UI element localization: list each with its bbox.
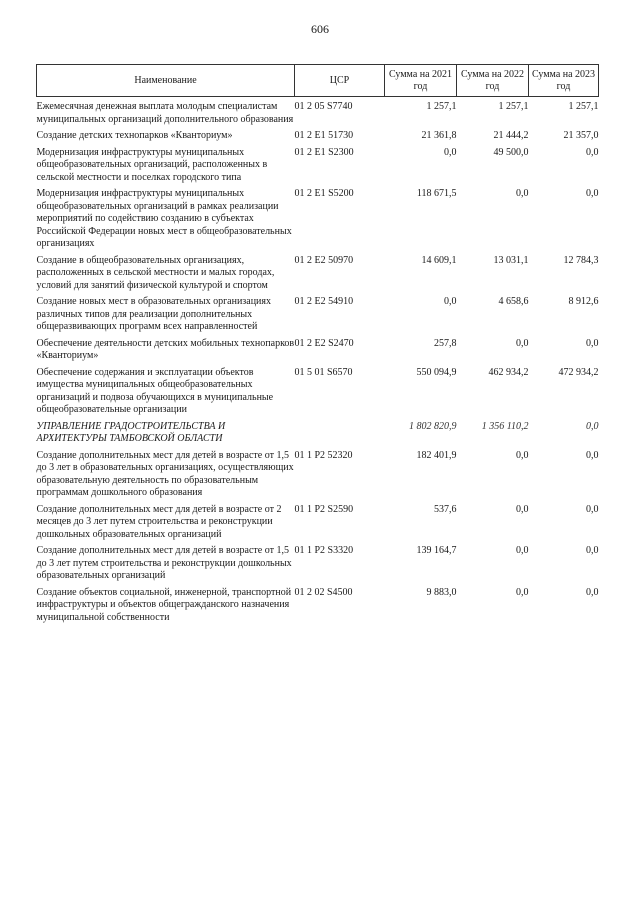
row-sum-2021: 139 164,7: [416, 545, 457, 556]
row-csr: 01 1 P2 S3320: [294, 545, 354, 556]
header-sum-2023: Сумма на 2023 год: [529, 65, 599, 97]
row-name: Создание объектов социальной, инженерной, транспортной инфраструктуры и объектов общегражданского назначения муниципальной собственности: [36, 586, 292, 623]
row-sum-2022: 0,0: [516, 337, 529, 349]
header-sum-2022: Сумма на 2022 год: [457, 65, 529, 97]
row-sum-2022: 1 257,1: [498, 101, 529, 112]
budget-table: [36, 64, 599, 628]
page-number: 606: [311, 22, 329, 36]
row-sum-2021: 14 609,1: [421, 254, 457, 266]
table-row: [37, 101, 599, 126]
row-sum-2023: 1 257,1: [568, 101, 599, 112]
row-name: Обеспечение деятельности детских мобильных технопарков «Кванториум»: [36, 337, 295, 361]
row-sum-2022: 0,0: [516, 503, 529, 515]
row-sum-2021: 1 802 820,9: [409, 420, 457, 432]
row-name: Обеспечение содержания и эксплуатации объектов имущества муниципальных общеобразовательных организаций и подвоза обучающихся в муниципальные общеобразовательные организации: [36, 366, 274, 415]
row-sum-2021: 537,6: [434, 503, 457, 515]
row-sum-2023: 0,0: [586, 188, 599, 199]
row-sum-2022: 0,0: [516, 449, 529, 461]
row-csr: 01 2 E1 S2300: [294, 146, 354, 158]
row-sum-2021: 0,0: [444, 146, 457, 158]
row-sum-2022: 0,0: [516, 188, 529, 199]
row-sum-2022: 49 500,0: [493, 146, 529, 158]
table-row: [37, 147, 599, 185]
table-header: [37, 65, 599, 97]
header-name: Наименование: [37, 65, 295, 97]
row-sum-2023: 8 912,6: [568, 296, 599, 307]
row-sum-2022: 13 031,1: [493, 254, 529, 266]
row-name: Создание детских технопарков «Кванториум»: [36, 130, 233, 141]
row-name: Создание новых мест в образовательных организациях различных типов для реализации дополнительных общеразвивающих программ всех направленностей: [36, 296, 271, 332]
table-row: [37, 587, 599, 625]
table-row: [37, 188, 599, 251]
row-sum-2022: 462 934,2: [488, 366, 529, 378]
row-csr: 01 1 P2 S2590: [294, 503, 354, 515]
row-csr: 01 5 01 S6570: [294, 366, 353, 378]
row-sum-2023: 0,0: [586, 545, 599, 556]
row-sum-2021: 1 257,1: [426, 101, 457, 112]
table-row: [37, 338, 599, 363]
table-row: [37, 296, 599, 334]
row-name: УПРАВЛЕНИЕ ГРАДОСТРОИТЕЛЬСТВА И АРХИТЕКТУРЫ ТАМБОВСКОЙ ОБЛАСТИ: [36, 420, 226, 444]
table-row: [37, 255, 599, 293]
row-sum-2021: 21 361,8: [421, 130, 457, 141]
header-sum-2021: Сумма на 2021 год: [385, 65, 457, 97]
row-csr: 01 2 E2 S2470: [294, 337, 354, 349]
row-sum-2022: 21 444,2: [493, 130, 529, 141]
row-sum-2021: 550 094,9: [416, 366, 457, 378]
row-name: Модернизация инфраструктуры муниципальных общеобразовательных организаций в рамках реализации мероприятий по содействию созданию в субъектах Российской Федерации новых мест в общеобразовательных организациях: [36, 188, 292, 249]
row-sum-2023: 12 784,3: [563, 254, 599, 266]
row-name: Создание дополнительных мест для детей в возрасте от 1,5 до 3 лет в образовательных организациях, осуществляющих образовательную деятельность по образовательным программам дошкольного образования: [36, 449, 294, 498]
table-row: [37, 545, 599, 583]
row-sum-2023: 0,0: [586, 337, 599, 349]
row-sum-2023: 472 934,2: [558, 366, 599, 378]
row-name: Создание дополнительных мест для детей в возрасте от 2 месяцев до 3 лет путем строительства и реконструкции дошкольных образовательных организаций: [36, 503, 282, 540]
row-name: Создание в общеобразовательных организациях, расположенных в сельской местности и малых городах, условий для занятий физической культурой и спортом: [36, 254, 275, 291]
row-sum-2021: 182 401,9: [416, 449, 457, 461]
row-name: Создание дополнительных мест для детей в возрасте от 1,5 до 3 лет путем строительства и реконструкции дошкольных образовательных организаций: [36, 545, 292, 581]
row-sum-2021: 9 883,0: [426, 586, 457, 598]
row-csr: 01 2 02 S4500: [294, 586, 353, 598]
row-sum-2022: 1 356 110,2: [481, 420, 529, 432]
row-sum-2023: 0,0: [586, 503, 599, 515]
row-sum-2021: 0,0: [444, 296, 457, 307]
row-csr: [295, 421, 385, 446]
row-sum-2023: 0,0: [586, 420, 599, 432]
row-csr: 01 2 E1 51730: [294, 130, 354, 141]
table-body: [37, 97, 599, 629]
row-sum-2021: 118 671,5: [416, 188, 457, 199]
row-name: Модернизация инфраструктуры муниципальных общеобразовательных организаций, расположенных в сельской местности и поселках городского типа: [36, 146, 268, 183]
row-csr: 01 2 E2 54910: [294, 296, 354, 307]
row-sum-2023: 0,0: [586, 449, 599, 461]
row-csr: 01 2 E2 50970: [294, 254, 354, 266]
row-sum-2021: 257,8: [434, 337, 457, 349]
header-csr: ЦСР: [295, 65, 385, 97]
row-csr: 01 2 05 S7740: [294, 101, 353, 112]
row-sum-2023: 0,0: [586, 586, 599, 598]
table-row: [37, 504, 599, 542]
row-csr: 01 1 P2 52320: [294, 449, 353, 461]
row-sum-2023: 21 357,0: [563, 130, 599, 141]
row-sum-2022: 4 658,6: [498, 296, 529, 307]
row-name: Ежемесячная денежная выплата молодым специалистам муниципальных организаций дополнительного образования: [36, 101, 294, 125]
row-sum-2022: 0,0: [516, 586, 529, 598]
row-sum-2022: 0,0: [516, 545, 529, 556]
table-row: [37, 450, 599, 500]
row-sum-2023: 0,0: [586, 146, 599, 158]
row-csr: 01 2 E1 S5200: [294, 188, 354, 199]
table-row: [37, 130, 599, 143]
section-row: [37, 421, 599, 446]
table-row: [37, 367, 599, 417]
